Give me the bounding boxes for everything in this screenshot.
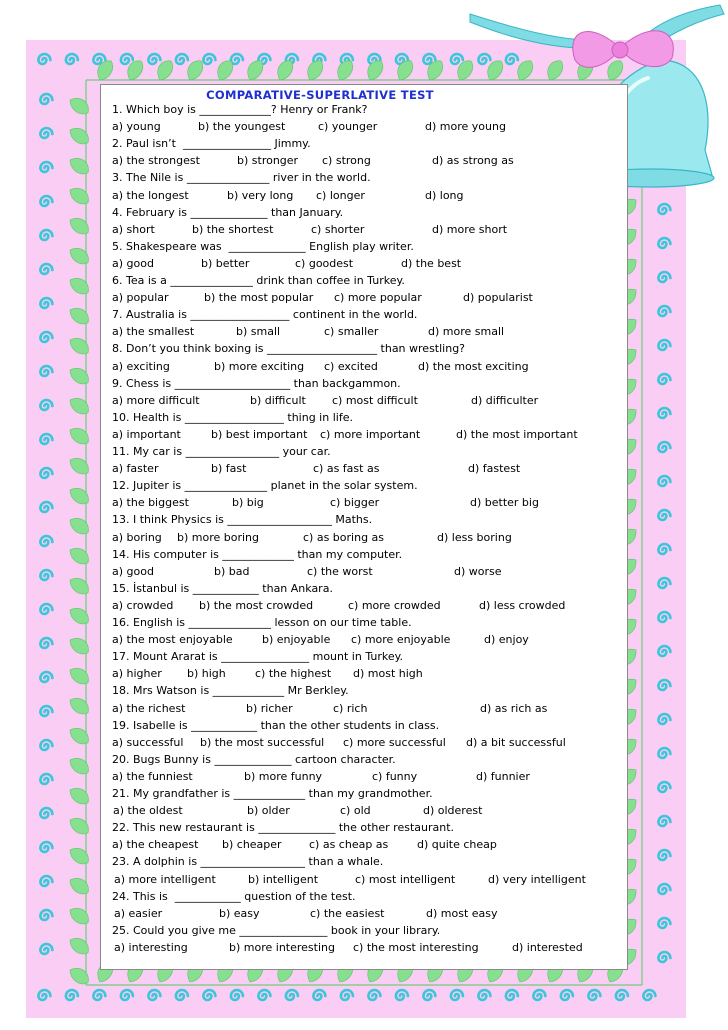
question-5-option-c[interactable]: c) goodest — [295, 256, 354, 270]
question-15-option-b[interactable]: b) the most crowded — [199, 598, 314, 612]
question-5-option-a[interactable]: a) good — [112, 256, 154, 270]
leaf-ornament — [67, 694, 93, 718]
swirl-ornament — [658, 442, 670, 452]
swirl-ornament — [40, 944, 52, 954]
swirl-ornament — [40, 910, 52, 920]
question-11-option-b[interactable]: b) fast — [211, 462, 247, 476]
swirl-ornament — [176, 54, 188, 64]
swirl-ornament — [40, 264, 52, 274]
question-20-option-c[interactable]: c) funny — [372, 769, 418, 783]
swirl-ornament — [176, 990, 188, 1000]
question-24-option-c[interactable]: c) the easiest — [310, 906, 385, 920]
leaf-ornament — [67, 184, 93, 208]
swirl-ornament — [506, 54, 518, 64]
question-8-option-c[interactable]: c) excited — [324, 359, 378, 373]
swirl-ornament — [643, 990, 655, 1000]
question-16: 16. English is _______________ lesson on our time table. — [112, 616, 412, 629]
swirl-ornament — [313, 990, 325, 1000]
leaf-ornament — [67, 664, 93, 688]
swirl-ornament — [40, 502, 52, 512]
question-9-option-b[interactable]: b) difficult — [250, 393, 306, 407]
question-7-option-d[interactable]: d) more small — [428, 325, 505, 339]
question-12-option-a[interactable]: a) the biggest — [112, 496, 189, 510]
question-14-option-d[interactable]: d) worse — [454, 564, 502, 578]
swirl-ornament — [258, 990, 270, 1000]
question-19: 19. Isabelle is ____________ than the other students in class. — [112, 718, 440, 732]
question-22-option-d[interactable]: d) quite cheap — [417, 838, 497, 852]
swirl-ornament — [40, 672, 52, 682]
question-22-option-b[interactable]: b) cheaper — [222, 838, 282, 852]
question-10-option-d[interactable]: d) the most important — [456, 427, 578, 441]
question-24-option-d[interactable]: d) most easy — [426, 906, 498, 920]
question-21-option-c[interactable]: c) old — [340, 804, 371, 818]
leaf-ornament — [67, 544, 93, 568]
leaf-ornament — [67, 814, 93, 838]
swirl-ornament — [40, 298, 52, 308]
leaf-ornament — [67, 424, 93, 448]
question-10-option-c[interactable]: c) more important — [320, 427, 421, 441]
question-25-option-b[interactable]: b) more interesting — [229, 940, 335, 954]
swirl-ornament — [658, 612, 670, 622]
leaf-ornament — [67, 334, 93, 358]
question-16-option-d[interactable]: d) enjoy — [484, 633, 529, 647]
leaf-ornament — [544, 57, 567, 83]
question-14-option-b[interactable]: b) bad — [214, 564, 250, 578]
question-15: 15. İstanbul is ____________ than Ankara. — [112, 581, 333, 595]
leaf-ornament — [67, 784, 93, 808]
question-8-option-b[interactable]: b) more exciting — [214, 359, 305, 373]
question-6-option-b[interactable]: b) the most popular — [204, 291, 314, 305]
question-10: 10. Health is __________________ thing in life. — [112, 410, 353, 424]
swirl-ornament — [658, 306, 670, 316]
question-20-option-b[interactable]: b) more funny — [244, 769, 323, 783]
question-12-option-b[interactable]: b) big — [232, 496, 264, 510]
question-20: 20. Bugs Bunny is ______________ cartoon character. — [112, 752, 396, 766]
question-9-option-a[interactable]: a) more difficult — [112, 393, 200, 407]
swirl-ornament — [203, 54, 215, 64]
swirl-ornament — [478, 54, 490, 64]
swirl-ornament — [658, 476, 670, 486]
swirl-ornament — [40, 842, 52, 852]
swirl-ornament — [40, 876, 52, 886]
question-2-option-d[interactable]: d) as strong as — [432, 154, 514, 168]
question-23-option-b[interactable]: b) intelligent — [248, 872, 319, 886]
swirl-ornament — [616, 990, 628, 1000]
question-3-option-d[interactable]: d) long — [425, 188, 464, 202]
swirl-ornament — [658, 238, 670, 248]
swirl-ornament — [40, 128, 52, 138]
question-25-option-d[interactable]: d) interested — [512, 940, 583, 954]
question-15-option-c[interactable]: c) more crowded — [348, 598, 441, 612]
swirl-ornament — [40, 196, 52, 206]
leaf-ornament — [304, 57, 327, 83]
swirl-ornament — [40, 162, 52, 172]
question-20-option-d[interactable]: d) funnier — [476, 769, 530, 783]
swirl-ornament — [40, 366, 52, 376]
question-7: 7. Australia is __________________ continent in the world. — [112, 308, 418, 322]
question-4-option-b[interactable]: b) the shortest — [192, 222, 274, 236]
question-7-option-c[interactable]: c) smaller — [324, 325, 379, 339]
question-6: 6. Tea is a _______________ drink than coffee in Turkey. — [112, 274, 405, 287]
leaf-ornament — [67, 724, 93, 748]
question-6-option-c[interactable]: c) more popular — [334, 291, 422, 305]
swirl-ornament — [40, 468, 52, 478]
question-3: 3. The Nile is _______________ river in the world. — [112, 171, 371, 185]
question-10-option-a[interactable]: a) important — [112, 427, 181, 441]
swirl-ornament — [121, 990, 133, 1000]
question-5-option-b[interactable]: b) better — [201, 256, 250, 270]
question-12: 12. Jupiter is _______________ planet in the solar system. — [112, 479, 418, 493]
swirl-ornament — [40, 94, 52, 104]
question-12-option-c[interactable]: c) bigger — [330, 496, 380, 510]
swirl-ornament — [40, 638, 52, 648]
leaf-ornament — [67, 454, 93, 478]
question-12-option-d[interactable]: d) better big — [470, 496, 539, 510]
swirl-ornament — [658, 714, 670, 724]
question-18-option-d[interactable]: d) as rich as — [480, 701, 548, 715]
question-15-option-a[interactable]: a) crowded — [112, 598, 174, 612]
question-16-option-a[interactable]: a) the most enjoyable — [112, 633, 233, 647]
swirl-ornament — [40, 604, 52, 614]
swirl-ornament — [38, 54, 50, 64]
leaf-ornament — [67, 394, 93, 418]
swirl-ornament — [40, 332, 52, 342]
question-25-option-a[interactable]: a) interesting — [114, 940, 188, 954]
question-15-option-d[interactable]: d) less crowded — [479, 598, 566, 612]
question-14-option-a[interactable]: a) good — [112, 564, 154, 578]
question-17-option-b[interactable]: b) high — [187, 667, 226, 681]
leaf-ornament — [214, 57, 237, 83]
leaf-ornament — [67, 604, 93, 628]
question-6-option-a[interactable]: a) popular — [112, 291, 169, 305]
question-14: 14. His computer is _____________ than my computer. — [112, 547, 403, 561]
swirl-ornament — [286, 990, 298, 1000]
question-23: 23. A dolphin is ___________________ than a whale. — [112, 855, 384, 869]
question-11: 11. My car is _________________ your car. — [112, 445, 331, 458]
question-9-option-c[interactable]: c) most difficult — [332, 393, 418, 407]
question-22-option-a[interactable]: a) the cheapest — [112, 838, 199, 852]
question-23-option-c[interactable]: c) most intelligent — [355, 872, 456, 886]
swirl-ornament — [658, 816, 670, 826]
leaf-ornament — [67, 244, 93, 268]
question-13-option-d[interactable]: d) less boring — [437, 530, 512, 544]
swirl-ornament — [658, 510, 670, 520]
leaf-ornament — [67, 754, 93, 778]
question-7-option-b[interactable]: b) small — [236, 325, 281, 339]
question-24-option-b[interactable]: b) easy — [219, 906, 260, 920]
question-21-option-b[interactable]: b) older — [247, 804, 290, 818]
swirl-ornament — [658, 340, 670, 350]
swirl-ornament — [38, 990, 50, 1000]
swirl-ornament — [588, 990, 600, 1000]
question-16-option-b[interactable]: b) enjoyable — [262, 633, 331, 647]
swirl-ornament — [148, 54, 160, 64]
leaf-ornament — [67, 154, 93, 178]
leaf-ornament — [67, 844, 93, 868]
swirl-ornament — [40, 536, 52, 546]
leaf-ornament — [124, 57, 147, 83]
question-2-option-c[interactable]: c) strong — [322, 154, 371, 168]
leaf-ornament — [67, 634, 93, 658]
swirl-ornament — [396, 990, 408, 1000]
question-3-option-b[interactable]: b) very long — [227, 188, 294, 202]
question-2: 2. Paul isn’t ________________ Jimmy. — [112, 137, 311, 151]
swirl-ornament — [40, 706, 52, 716]
question-5-option-d[interactable]: d) the best — [401, 256, 462, 270]
swirl-ornament — [658, 952, 670, 962]
leaf-ornament — [454, 57, 477, 83]
leaf-ornament — [67, 904, 93, 928]
question-4: 4. February is ______________ than January. — [112, 205, 344, 219]
question-9-option-d[interactable]: d) difficulter — [471, 393, 539, 407]
swirl-ornament — [658, 408, 670, 418]
swirl-ornament — [658, 918, 670, 928]
question-6-option-d[interactable]: d) popularist — [463, 291, 533, 305]
question-17: 17. Mount Ararat is ________________ mount in Turkey. — [112, 650, 404, 664]
question-21: 21. My grandfather is _____________ than my grandmother. — [112, 787, 433, 800]
question-19-option-b[interactable]: b) the most successful — [200, 735, 325, 749]
question-23-option-d[interactable]: d) very intelligent — [488, 872, 586, 886]
question-21-option-d[interactable]: d) olderest — [423, 804, 483, 818]
question-5: 5. Shakespeare was ______________ English play writer. — [112, 239, 414, 253]
question-14-option-c[interactable]: c) the worst — [307, 564, 373, 578]
question-4-option-a[interactable]: a) short — [112, 222, 155, 236]
question-13-option-b[interactable]: b) more boring — [177, 530, 260, 544]
question-19-option-c[interactable]: c) more successful — [343, 735, 446, 749]
leaf-ornament — [67, 94, 93, 118]
swirl-ornament — [66, 990, 78, 1000]
question-18-option-a[interactable]: a) the richest — [112, 701, 186, 715]
swirl-ornament — [341, 990, 353, 1000]
swirl-ornament — [66, 54, 78, 64]
question-3-option-c[interactable]: c) longer — [316, 188, 365, 202]
question-22-option-c[interactable]: c) as cheap as — [309, 838, 389, 852]
question-11-option-a[interactable]: a) faster — [112, 462, 159, 476]
question-18-option-c[interactable]: c) rich — [333, 701, 368, 715]
leaf-ornament — [67, 964, 93, 988]
swirl-ornament — [40, 400, 52, 410]
swirl-ornament — [40, 740, 52, 750]
leaf-ornament — [67, 514, 93, 538]
question-1-option-a[interactable]: a) young — [112, 120, 161, 134]
swirl-ornament — [533, 990, 545, 1000]
swirl-ornament — [423, 990, 435, 1000]
swirl-ornament — [658, 680, 670, 690]
leaf-ornament — [67, 574, 93, 598]
swirl-ornament — [368, 990, 380, 1000]
question-1-option-c[interactable]: c) younger — [318, 120, 378, 134]
leaf-ornament — [67, 214, 93, 238]
swirl-ornament — [40, 230, 52, 240]
question-1-option-d[interactable]: d) more young — [425, 120, 506, 134]
question-8-option-d[interactable]: d) the most exciting — [418, 359, 529, 373]
swirl-ornament — [658, 646, 670, 656]
swirl-ornament — [203, 990, 215, 1000]
swirl-ornament — [121, 54, 133, 64]
question-2-option-b[interactable]: b) stronger — [237, 154, 299, 168]
swirl-ornament — [658, 204, 670, 214]
question-4-option-c[interactable]: c) shorter — [311, 222, 365, 236]
question-24-option-a[interactable]: a) easier — [114, 906, 163, 920]
question-24: 24. This is ____________ question of the test. — [112, 889, 356, 903]
question-17-option-c[interactable]: c) the highest — [255, 667, 332, 681]
swirl-ornament — [658, 884, 670, 894]
leaf-ornament — [514, 57, 537, 83]
question-13-option-a[interactable]: a) boring — [112, 530, 162, 544]
question-18: 18. Mrs Watson is _____________ Mr Berkley. — [112, 684, 349, 698]
question-22: 22. This new restaurant is ______________ the other restaurant. — [112, 821, 455, 835]
question-3-option-a[interactable]: a) the longest — [112, 188, 189, 202]
leaf-ornament — [67, 274, 93, 298]
leaf-ornament — [67, 364, 93, 388]
leaf-ornament — [67, 304, 93, 328]
swirl-ornament — [478, 990, 490, 1000]
question-1: 1. Which boy is _____________? Henry or Frank? — [112, 103, 368, 116]
worksheet-title: COMPARATIVE-SUPERLATIVE TEST — [206, 88, 434, 102]
leaf-ornament — [364, 57, 387, 83]
question-19-option-d[interactable]: d) a bit successful — [466, 735, 566, 749]
leaf-ornament — [67, 484, 93, 508]
swirl-ornament — [451, 990, 463, 1000]
question-20-option-a[interactable]: a) the funniest — [112, 769, 193, 783]
question-4-option-d[interactable]: d) more short — [432, 222, 508, 236]
swirl-ornament — [658, 578, 670, 588]
question-10-option-b[interactable]: b) best important — [211, 427, 308, 441]
question-19-option-a[interactable]: a) successful — [112, 735, 184, 749]
question-25: 25. Could you give me ________________ book in your library. — [112, 923, 441, 937]
question-13-option-c[interactable]: c) as boring as — [303, 530, 385, 544]
swirl-ornament — [658, 544, 670, 554]
bow-ornament — [573, 31, 674, 68]
swirl-ornament — [148, 990, 160, 1000]
swirl-ornament — [506, 990, 518, 1000]
swirl-ornament — [93, 990, 105, 1000]
swirl-ornament — [658, 374, 670, 384]
question-9: 9. Chess is _____________________ than backgammon. — [112, 376, 401, 390]
leaf-ornament — [67, 874, 93, 898]
question-11-option-d[interactable]: d) fastest — [468, 462, 521, 476]
swirl-ornament — [658, 850, 670, 860]
question-7-option-a[interactable]: a) the smallest — [112, 325, 195, 339]
question-17-option-a[interactable]: a) higher — [112, 667, 162, 681]
leaf-ornament — [67, 934, 93, 958]
swirl-ornament — [231, 54, 243, 64]
swirl-ornament — [40, 570, 52, 580]
swirl-ornament — [231, 990, 243, 1000]
swirl-ornament — [658, 748, 670, 758]
swirl-ornament — [658, 272, 670, 282]
swirl-ornament — [658, 782, 670, 792]
question-16-option-c[interactable]: c) more enjoyable — [351, 633, 451, 647]
question-8-option-a[interactable]: a) exciting — [112, 359, 170, 373]
question-13: 13. I think Physics is ___________________ Maths. — [112, 513, 373, 527]
question-17-option-d[interactable]: d) most high — [353, 667, 423, 681]
leaf-ornament — [67, 124, 93, 148]
swirl-ornament — [40, 808, 52, 818]
swirl-ornament — [40, 774, 52, 784]
question-25-option-c[interactable]: c) the most interesting — [353, 940, 479, 954]
swirl-ornament — [451, 54, 463, 64]
question-2-option-a[interactable]: a) the strongest — [112, 154, 200, 168]
question-18-option-b[interactable]: b) richer — [246, 701, 293, 715]
swirl-ornament — [40, 434, 52, 444]
question-21-option-a[interactable]: a) the oldest — [113, 804, 183, 818]
question-1-option-b[interactable]: b) the youngest — [198, 120, 286, 134]
question-23-option-a[interactable]: a) more intelligent — [114, 872, 216, 886]
question-11-option-c[interactable]: c) as fast as — [313, 462, 380, 476]
question-8: 8. Don’t you think boxing is ____________________ than wrestling? — [112, 342, 466, 356]
swirl-ornament — [561, 990, 573, 1000]
